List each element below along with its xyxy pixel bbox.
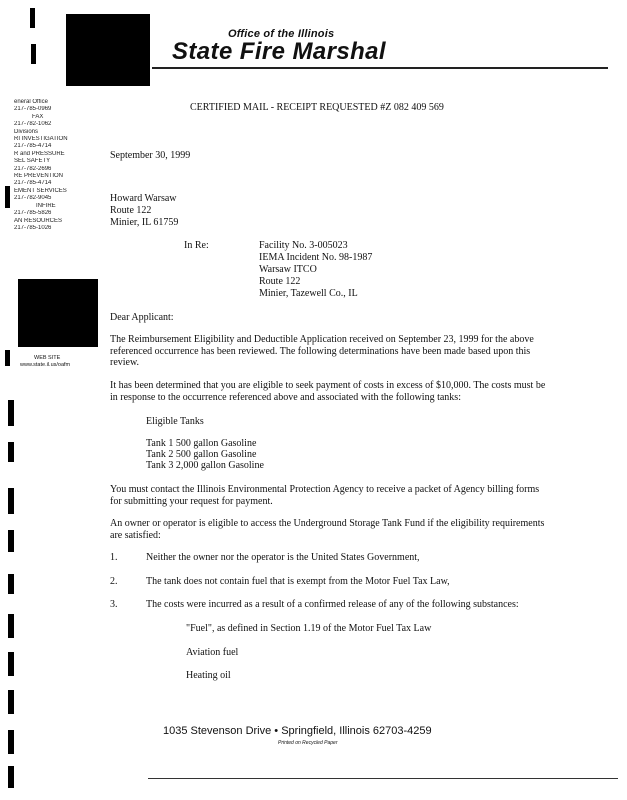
eligible-tanks-heading: Eligible Tanks	[146, 416, 204, 427]
substance-line: Heating oil	[186, 670, 231, 681]
in-re-block	[259, 240, 372, 300]
paragraph-eligibility: It has been determined that you are eligible to seek payment of costs in excess of $10,000. The costs must be in response to the occurrence referenced above and associated with the following tanks:	[110, 380, 546, 403]
recycled-paper-note: Printed on Recycled Paper	[278, 740, 338, 746]
letterhead-divider	[152, 67, 608, 69]
recipient-address	[110, 193, 178, 229]
certified-mail-line: CERTIFIED MAIL - RECEIPT REQUESTED #Z 082 409 569	[190, 102, 444, 113]
requirement-text: Neither the owner nor the operator is the United States Government,	[146, 552, 420, 563]
in-re-line: Facility No. 3-005023	[259, 240, 348, 251]
sidebar-line: 217-785-0969	[14, 106, 52, 113]
sidebar-line: 217-782-1062	[14, 121, 52, 128]
sidebar-line: R and PRESSURE	[14, 150, 65, 157]
sidebar-line: Divisions	[14, 128, 39, 135]
sidebar-line: 217-785-1026	[14, 224, 52, 231]
sidebar-line: eneral Office	[14, 99, 48, 105]
redacted-logo-block	[66, 14, 150, 86]
sidebar-line: 217-785-5826	[14, 210, 52, 217]
requirement-text: The costs were incurred as a result of a confirmed release of any of the following substances:	[146, 599, 519, 610]
in-re-line: IEMA Incident No. 98-1987	[259, 252, 373, 263]
sidebar-line: SEL SAFETY	[14, 158, 51, 165]
sidebar-line: INFIRE	[36, 202, 56, 209]
tank-line: Tank 1 500 gallon Gasoline	[146, 438, 257, 449]
sidebar-line: 217-785-4714	[14, 180, 52, 187]
sidebar-line: RI INVESTIGATION	[14, 136, 68, 143]
recipient-line: Route 122	[110, 205, 152, 216]
in-re-label: In Re:	[184, 240, 209, 251]
recipient-line: Minier, IL 61759	[110, 217, 179, 228]
sidebar-line: 217-785-4714	[14, 143, 52, 150]
paragraph-review: The Reimbursement Eligibility and Deductible Application received on September 23, 1999 for the above referenced occurrence has been reviewed. The following determinations have been made based upon this review.	[110, 334, 534, 369]
recipient-line: Howard Warsaw	[110, 193, 177, 204]
sidebar-contacts	[14, 99, 100, 232]
requirement-number: 3.	[110, 599, 118, 610]
tank-line: Tank 2 500 gallon Gasoline	[146, 449, 257, 460]
requirement-text: The tank does not contain fuel that is exempt from the Motor Fuel Tax Law,	[146, 576, 450, 587]
website-value: www.state.il.us/oafm	[20, 362, 71, 368]
in-re-line: Route 122	[259, 276, 301, 287]
redacted-sidebar-block	[18, 279, 98, 347]
requirement-number: 2.	[110, 576, 118, 587]
sidebar-line: RE PREVENTION	[14, 173, 64, 180]
scan-edge-line	[148, 778, 618, 779]
salutation: Dear Applicant:	[110, 312, 174, 323]
letterhead-agency-name: State Fire Marshal	[172, 38, 386, 65]
sidebar-line: AN RESOURCES	[14, 217, 63, 224]
paragraph-requirements-intro: An owner or operator is eligible to access the Underground Storage Tank Fund if the eligibility requirements are satisfied:	[110, 518, 545, 541]
in-re-line: Minier, Tazewell Co., IL	[259, 288, 358, 299]
letter-date: September 30, 1999	[110, 150, 191, 161]
sidebar-line: FAX	[32, 113, 44, 120]
substance-line: Aviation fuel	[186, 647, 239, 658]
website-label: WEB SITE	[34, 355, 61, 361]
footer-address: 1035 Stevenson Drive • Springfield, Illinois 62703-4259	[163, 725, 432, 737]
sidebar-line: EMENT SERVICES	[14, 187, 67, 194]
requirement-number: 1.	[110, 552, 118, 563]
tank-line: Tank 3 2,000 gallon Gasoline	[146, 460, 264, 471]
in-re-line: Warsaw ITCO	[259, 264, 317, 275]
sidebar-line: 217-782-2696	[14, 165, 52, 172]
substance-line: "Fuel", as defined in Section 1.19 of the Motor Fuel Tax Law	[186, 623, 432, 634]
paragraph-contact-epa: You must contact the Illinois Environmental Protection Agency to receive a packet of Agency billing forms for submitting your request for payment.	[110, 484, 540, 507]
letterhead-office-line: Office of the Illinois	[228, 28, 335, 40]
sidebar-line: 217-782-9045	[14, 195, 52, 202]
sidebar-website	[20, 355, 70, 369]
